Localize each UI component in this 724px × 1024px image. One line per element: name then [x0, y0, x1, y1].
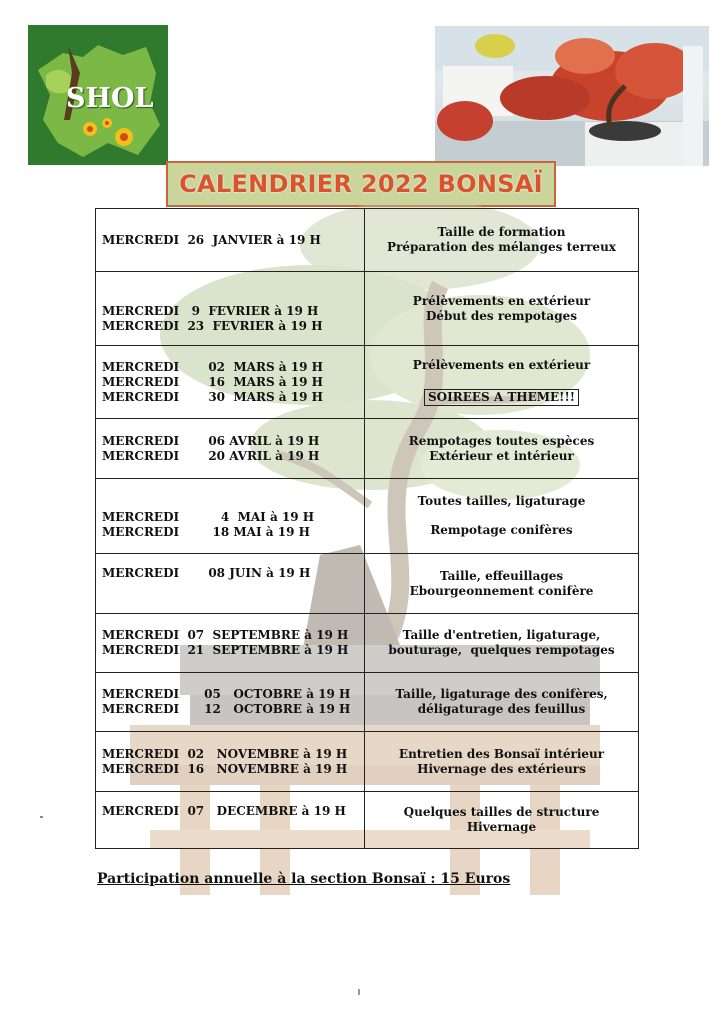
date-line: MERCREDI 07 DECEMBRE à 19 H — [102, 804, 346, 818]
dates-cell — [96, 732, 365, 792]
activity-line: Entretien des Bonsaï intérieur — [398, 746, 605, 761]
date-line: MERCREDI 4 MAI à 19 H — [102, 510, 315, 524]
dates-cell — [96, 346, 365, 419]
activities-cell — [365, 346, 639, 419]
dates-cell — [96, 792, 365, 849]
activity-line: Rempotages toutes espèces — [408, 433, 595, 448]
date-line: MERCREDI 9 FEVRIER à 19 H — [102, 303, 319, 318]
activity-line: Début des rempotages — [426, 308, 577, 323]
date-line: MERCREDI 02 MARS à 19 H — [102, 359, 323, 374]
schedule-table — [95, 208, 639, 849]
date-line: MERCREDI 23 FEVRIER à 19 H — [102, 318, 323, 333]
logo-text: SHOL — [66, 83, 154, 114]
date-line: MERCREDI 05 OCTOBRE à 19 H — [102, 687, 351, 701]
activities-cell — [365, 479, 639, 554]
activity-line: bouturage, quelques rempotages — [388, 643, 615, 657]
activities-cell — [365, 614, 639, 673]
activity-line: Taille, ligaturage des conifères, — [395, 687, 608, 701]
activities-cell — [365, 673, 639, 732]
dates-cell — [96, 673, 365, 732]
table-row — [96, 554, 639, 614]
table-row — [96, 732, 639, 792]
bonsai-exhibit-photo — [435, 26, 709, 166]
table-row — [96, 792, 639, 849]
dates-cell — [96, 614, 365, 673]
activities-cell — [365, 209, 639, 272]
table-row — [96, 209, 639, 272]
activity-line: Toutes tailles, ligaturage — [417, 494, 586, 508]
activity-line: Taille de formation — [437, 225, 566, 239]
table-row — [96, 614, 639, 673]
activity-line: Hivernage des extérieurs — [417, 761, 586, 776]
table-row — [96, 479, 639, 554]
shol-logo — [28, 25, 168, 165]
activity-line: Extérieur et intérieur — [429, 448, 574, 463]
date-line: MERCREDI 07 SEPTEMBRE à 19 H — [102, 628, 349, 642]
date-line: MERCREDI 02 NOVEMBRE à 19 H — [102, 746, 348, 761]
dates-cell — [96, 272, 365, 346]
exhibit-photo-graphic — [435, 26, 709, 166]
date-line: MERCREDI 16 NOVEMBRE à 19 H — [102, 761, 348, 776]
date-line: MERCREDI 08 JUIN à 19 H — [102, 566, 311, 580]
dates-cell — [96, 554, 365, 614]
calendar-title: CALENDRIER 2022 BONSAÏ — [179, 170, 543, 198]
date-line: MERCREDI 20 AVRIL à 19 H — [102, 448, 320, 463]
activity-line: Prélèvements en extérieur — [412, 358, 591, 372]
activities-cell — [365, 792, 639, 849]
annual-participation-fee: Participation annuelle à la section Bonsaï : 15 Euros — [97, 871, 511, 887]
theme-evenings-badge: SOIREES A THEME!!! — [424, 389, 579, 406]
date-line: MERCREDI 18 MAI à 19 H — [102, 525, 310, 539]
activity-line: Préparation des mélanges terreux — [387, 240, 616, 254]
date-line: MERCREDI 06 AVRIL à 19 H — [102, 433, 320, 448]
activity-line: Ebourgeonnement conifère — [409, 583, 594, 598]
date-line: MERCREDI 30 MARS à 19 H — [102, 389, 323, 404]
activity-line: Quelques tailles de structure — [403, 805, 600, 819]
date-line: MERCREDI 26 JANVIER à 19 H — [102, 232, 321, 247]
activities-cell — [365, 554, 639, 614]
table-row — [96, 272, 639, 346]
activity-line: déligaturage des feuillus — [417, 702, 586, 716]
table-row — [96, 419, 639, 479]
activity-line: Rempotage conifères — [430, 523, 573, 537]
date-line: MERCREDI 12 OCTOBRE à 19 H — [102, 702, 351, 716]
dates-cell — [96, 479, 365, 554]
date-line: MERCREDI 16 MARS à 19 H — [102, 374, 323, 389]
activity-line: Prélèvements en extérieur — [412, 293, 591, 308]
scan-speck — [40, 816, 43, 818]
activities-cell — [365, 732, 639, 792]
activity-line: Taille, effeuillages — [439, 568, 564, 583]
dates-cell — [96, 419, 365, 479]
date-line: MERCREDI 21 SEPTEMBRE à 19 H — [102, 643, 349, 657]
activities-cell — [365, 272, 639, 346]
activity-line: Taille d'entretien, ligaturage, — [402, 628, 601, 642]
table-row — [96, 346, 639, 419]
calendar-title-box — [166, 161, 556, 207]
scan-mark — [358, 989, 360, 995]
activity-line: Hivernage — [466, 820, 537, 834]
activities-cell — [365, 419, 639, 479]
table-row — [96, 673, 639, 732]
dates-cell — [96, 209, 365, 272]
